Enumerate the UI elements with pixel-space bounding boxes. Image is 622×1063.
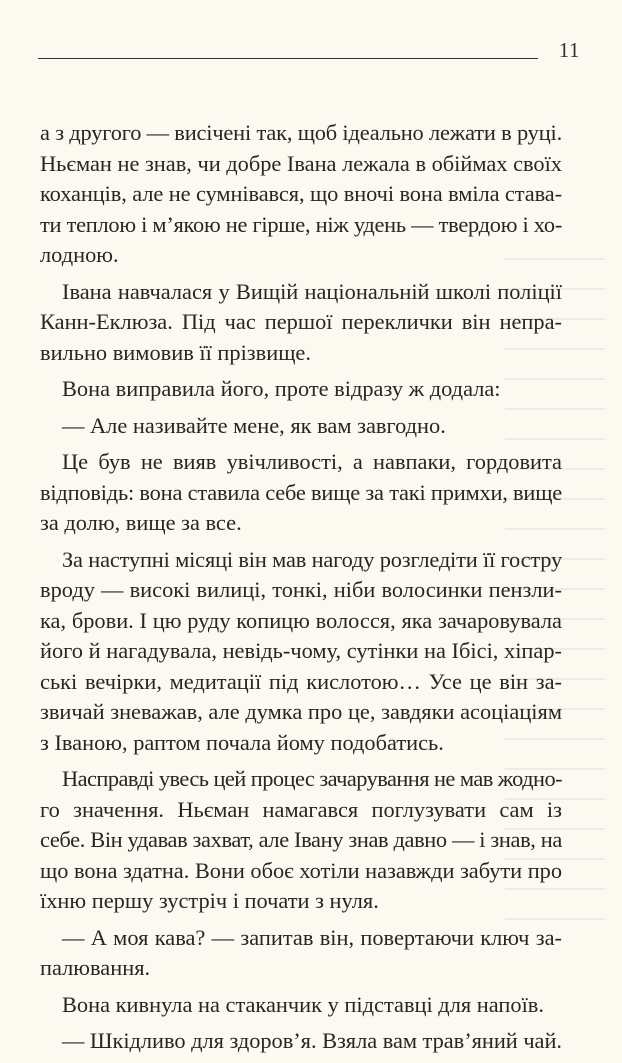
text-line: лодною. bbox=[40, 242, 119, 267]
text-line: Насправді увесь цей процес зачарування не мав жодно- bbox=[62, 766, 562, 791]
text-line: ські вечірки, медитації під кислотою… Усе це він за- bbox=[40, 668, 562, 694]
paragraph bbox=[40, 1026, 562, 1057]
text-line: вильно вимовив її прізвище. bbox=[40, 339, 311, 365]
text-line: себе. Він удавав захват, але Івану знав давно — і знав, на bbox=[40, 827, 562, 852]
text-line: го значення. Ньєман намагався поглузувати сам із bbox=[40, 796, 562, 822]
text-line: Івана навчалася у Вищій національній школі поліції bbox=[62, 278, 562, 304]
paragraph bbox=[40, 447, 562, 539]
text-line: ка, брови. І цю руду копицю волосся, яка зачаровувала bbox=[40, 607, 562, 633]
text-line: коханців, але не сумнівався, що вночі вона вміла става- bbox=[40, 181, 563, 206]
text-line: — А моя кава? — запитав він, повертаючи ключ за- bbox=[62, 924, 562, 950]
text-line: Канн-Еклюза. Під час першої переклички він непра- bbox=[40, 309, 562, 334]
text-line: вроду — високі вилиці, тонкі, ніби волосинки пензли- bbox=[40, 577, 562, 602]
text-line: ти теплою і м’якою не гірше, ніж удень — твердою і хо- bbox=[40, 211, 563, 237]
text-line: а з другого — висічені так, щоб ідеально лежати в руці. bbox=[40, 120, 562, 145]
paragraph bbox=[40, 764, 562, 917]
text-line: За наступні місяці він мав нагоду розгледіти її гостру bbox=[62, 546, 563, 572]
paragraph bbox=[40, 923, 562, 984]
paragraph bbox=[40, 545, 562, 759]
text-line: відповідь: вона ставила себе вище за такі примхи, вище bbox=[40, 479, 563, 505]
text-line: Вона кивнула на стаканчик у підставці для напоїв. bbox=[62, 991, 544, 1017]
page-number: 11 bbox=[558, 38, 580, 62]
text-line: — Але називайте мене, як вам завгодно. bbox=[62, 412, 446, 438]
text-line: Ньєман не знав, чи добре Івана лежала в обіймах своїх bbox=[40, 150, 562, 176]
text-line: звичай зневажав, але думка про це, завдяки асоціаціям bbox=[40, 699, 562, 724]
paragraph bbox=[40, 118, 562, 271]
paragraph bbox=[40, 990, 562, 1021]
text-line: Вона виправила його, проте відразу ж додала: bbox=[62, 376, 501, 401]
text-line: палювання. bbox=[40, 955, 151, 980]
text-line: з Іваною, раптом почала йому подобатись. bbox=[40, 729, 444, 755]
paragraph bbox=[40, 411, 562, 442]
text-line: його й нагадувала, невідь-чому, сутінки на Ібісі, хіпар- bbox=[40, 638, 562, 663]
text-line: їхню першу зустріч і почати з нуля. bbox=[40, 888, 379, 913]
paragraph bbox=[40, 277, 562, 369]
text-line: Це був не вияв увічливості, а навпаки, гордовита bbox=[62, 449, 562, 474]
body-text bbox=[40, 118, 562, 1063]
text-line: що вона здатна. Вони обоє хотіли назавжди забути про bbox=[40, 857, 562, 883]
header-rule bbox=[38, 58, 538, 59]
text-line: за долю, вище за все. bbox=[40, 510, 242, 535]
paragraph bbox=[40, 374, 562, 405]
text-line: — Шкідливо для здоров’я. Взяла вам трав’яний чай. bbox=[62, 1028, 562, 1053]
